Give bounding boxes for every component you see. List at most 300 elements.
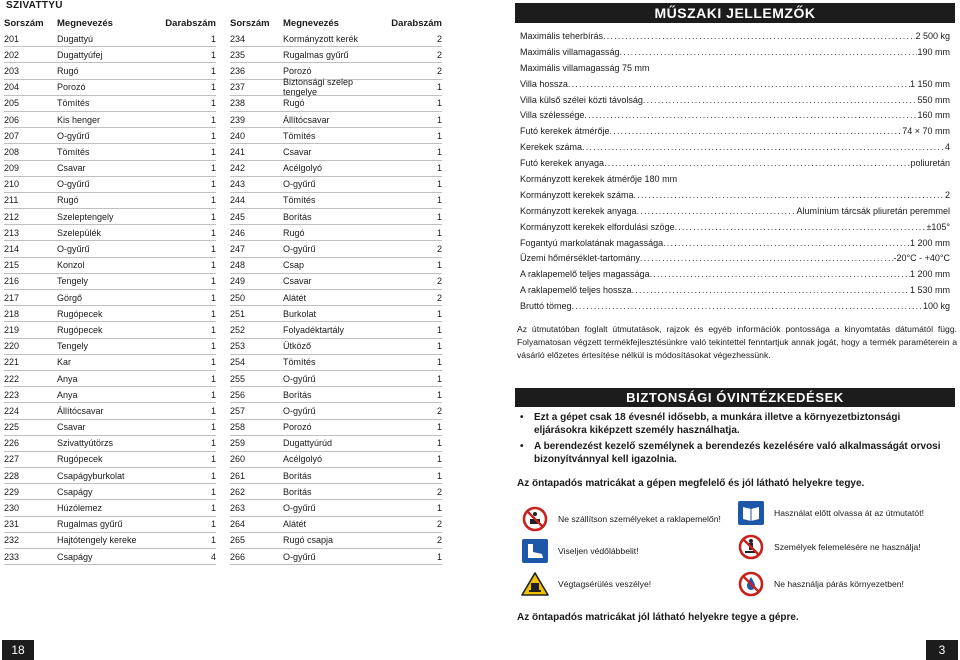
parts-table-right (230, 16, 442, 565)
part-name: Csavar (57, 163, 86, 174)
part-quantity: 1 (210, 276, 216, 287)
part-name: Szivattyútörzs (57, 438, 114, 449)
safety-bullet: • A berendezést kezelő személynek a berendezés kezelésére való alkalmasságát orvosi bizonyítvánnyal kell igazolnia. (520, 440, 950, 466)
part-quantity: 2 (436, 519, 442, 530)
part-name: Ütköző (283, 341, 312, 352)
warning-item (736, 500, 924, 526)
warning-text: Használat előtt olvassa át az útmutatót! (774, 508, 924, 518)
spec-leader (637, 206, 797, 216)
warning-text: Ne szállítson személyeket a raklapemelőn! (558, 514, 721, 524)
table-row (230, 322, 442, 338)
table-row (4, 549, 216, 565)
part-number: 265 (230, 535, 246, 546)
table-header (4, 16, 216, 31)
table-row (230, 403, 442, 419)
warning-item (520, 506, 721, 532)
table-row (4, 436, 216, 452)
no-lifting-people-icon (736, 534, 766, 560)
header-qty: Darabszám (391, 18, 442, 29)
part-number: 256 (230, 389, 246, 400)
part-number: 206 (4, 114, 20, 125)
table-row (230, 77, 442, 98)
part-number: 214 (4, 244, 20, 255)
part-number: 235 (230, 49, 246, 60)
part-number: 266 (230, 551, 246, 562)
table-row (4, 258, 216, 274)
part-name: Görgő (57, 292, 83, 303)
table-row (4, 290, 216, 306)
part-name: Hajtótengely kereke (57, 535, 137, 546)
table-row (230, 241, 442, 257)
safety-bullets (520, 411, 950, 469)
part-quantity: 2 (436, 65, 442, 76)
spec-leader (584, 110, 917, 120)
table-row (230, 484, 442, 500)
part-name: Dugattyú (57, 33, 94, 44)
part-number: 232 (4, 535, 20, 546)
parts-table-left (4, 16, 216, 565)
part-name: Borítás (283, 211, 312, 222)
part-quantity: 1 (436, 438, 442, 449)
spec-row (520, 92, 950, 108)
part-name: Kis henger (57, 114, 101, 125)
part-quantity: 1 (210, 260, 216, 271)
table-row (230, 533, 442, 549)
part-number: 211 (4, 195, 19, 206)
spec-label: Fogantyú markolatának magassága (520, 237, 664, 248)
part-name: Csapágyburkolat (57, 470, 125, 481)
spec-leader (643, 95, 918, 105)
part-number: 250 (230, 292, 246, 303)
table-row (230, 306, 442, 322)
spec-row (520, 282, 950, 298)
part-quantity: 1 (436, 130, 442, 141)
part-name: Tömítés (283, 357, 316, 368)
spec-label: Villa külső szélei közti távolság (520, 94, 643, 105)
spec-row (520, 155, 950, 171)
part-name: Tömítés (57, 98, 90, 109)
page-number-right: 3 (926, 640, 958, 660)
spec-value: 190 mm (917, 46, 950, 57)
spec-label: Villa hossza (520, 78, 568, 89)
part-quantity: 1 (210, 470, 216, 481)
part-number: 222 (4, 373, 20, 384)
safety-title: BIZTONSÁGI ÓVINTÉZKEDÉSEK (515, 388, 955, 407)
part-number: 225 (4, 422, 20, 433)
spec-row (520, 76, 950, 92)
table-row (230, 96, 442, 112)
table-row (4, 322, 216, 338)
part-quantity: 1 (436, 422, 442, 433)
part-name: Rugó (283, 98, 305, 109)
part-number: 248 (230, 260, 246, 271)
table-header (230, 16, 442, 31)
part-number: 264 (230, 519, 246, 530)
table-row (4, 112, 216, 128)
page-number-left: 18 (2, 640, 34, 660)
spec-value: 4 (944, 142, 950, 153)
part-quantity: 1 (436, 146, 442, 157)
spec-row (520, 187, 950, 203)
part-number: 236 (230, 65, 246, 76)
table-row (4, 403, 216, 419)
part-quantity: 1 (436, 324, 442, 335)
spec-label: A raklapemelő teljes magassága (520, 269, 650, 280)
spec-label: Üzemi hőmérséklet-tartomány (520, 253, 641, 264)
spec-value: poliuretán (910, 158, 950, 169)
table-row (4, 339, 216, 355)
part-number: 241 (230, 146, 246, 157)
table-row (230, 128, 442, 144)
part-number: 242 (230, 163, 246, 174)
part-quantity: 2 (436, 244, 442, 255)
spec-label: Kerekek száma (520, 142, 583, 153)
part-name: Csap (283, 260, 305, 271)
part-quantity: 1 (210, 519, 216, 530)
spec-leader (675, 222, 927, 232)
no-humid-icon (736, 571, 766, 597)
part-number: 255 (230, 373, 246, 384)
table-row (230, 517, 442, 533)
part-quantity: 1 (436, 454, 442, 465)
part-name: O-gyűrű (283, 405, 316, 416)
part-name: Állítócsavar (283, 114, 330, 125)
part-number: 257 (230, 405, 246, 416)
part-quantity: 2 (436, 276, 442, 287)
spec-row (520, 44, 950, 60)
part-name: Borítás (283, 486, 312, 497)
spec-leader (640, 253, 893, 263)
table-row (230, 290, 442, 306)
header-qty: Darabszám (165, 18, 216, 29)
spec-label: Kormányzott kerekek anyaga (520, 205, 637, 216)
part-number: 251 (230, 308, 246, 319)
spec-leader (604, 158, 910, 168)
table-row (4, 128, 216, 144)
part-quantity: 1 (436, 227, 442, 238)
part-number: 221 (4, 357, 20, 368)
table-row (4, 47, 216, 63)
part-name: Folyadéktartály (283, 324, 345, 335)
part-number: 203 (4, 65, 20, 76)
part-name: O-gyűrű (57, 179, 90, 190)
spec-value: ±105° (926, 221, 950, 232)
warning-item (520, 538, 639, 564)
part-quantity: 1 (210, 98, 216, 109)
part-name: Burkolat (283, 308, 317, 319)
safety-shoes-icon (520, 538, 550, 564)
part-number: 210 (4, 179, 20, 190)
part-quantity: 1 (210, 341, 216, 352)
spec-leader (620, 47, 918, 57)
spec-value: 74 × 70 mm (902, 126, 950, 137)
part-name: Porozó (283, 422, 312, 433)
spec-value: 2 (944, 189, 950, 200)
table-row (4, 387, 216, 403)
header-num: Sorszám (230, 18, 270, 29)
table-row (230, 387, 442, 403)
part-number: 209 (4, 163, 20, 174)
table-row (4, 225, 216, 241)
table-row (4, 161, 216, 177)
part-number: 240 (230, 130, 246, 141)
table-row (230, 436, 442, 452)
crush-hazard-icon (520, 571, 550, 597)
part-quantity: 1 (436, 357, 442, 368)
part-quantity: 1 (436, 98, 442, 109)
spec-value: 1 200 mm (909, 269, 950, 280)
spec-label: Kormányzott kerekek száma (520, 189, 634, 200)
table-row (230, 452, 442, 468)
part-name: Csavar (57, 422, 86, 433)
part-name: Borítás (283, 470, 312, 481)
table-row (230, 161, 442, 177)
part-quantity: 1 (210, 114, 216, 125)
part-quantity: 1 (436, 470, 442, 481)
table-row (4, 274, 216, 290)
part-name: Rugópecek (57, 454, 103, 465)
part-number: 245 (230, 211, 246, 222)
part-quantity: 1 (210, 357, 216, 368)
table-row (4, 209, 216, 225)
spec-row (520, 250, 950, 266)
spec-leader (572, 301, 923, 311)
table-row (230, 47, 442, 63)
part-quantity: 2 (436, 535, 442, 546)
part-number: 219 (4, 324, 20, 335)
part-number: 247 (230, 244, 246, 255)
part-number: 260 (230, 454, 246, 465)
spec-label: Kormányzott kerekek átmérője 180 mm (520, 173, 678, 184)
part-quantity: 1 (436, 195, 442, 206)
part-quantity: 1 (210, 227, 216, 238)
spec-leader (663, 238, 910, 248)
part-quantity: 1 (436, 82, 442, 93)
part-name: Konzol (57, 260, 85, 271)
part-name: Rugalmas gyűrű (283, 49, 349, 60)
part-quantity: 1 (210, 65, 216, 76)
table-row (4, 533, 216, 549)
header-name: Megnevezés (283, 18, 339, 29)
spec-label: Villa szélessége (520, 110, 585, 121)
part-number: 228 (4, 470, 20, 481)
part-quantity: 1 (210, 130, 216, 141)
table-row (230, 274, 442, 290)
part-quantity: 1 (210, 292, 216, 303)
part-quantity: 1 (210, 163, 216, 174)
part-number: 244 (230, 195, 246, 206)
part-number: 230 (4, 503, 20, 514)
header-name: Megnevezés (57, 18, 113, 29)
part-number: 205 (4, 98, 20, 109)
part-quantity: 1 (210, 179, 216, 190)
spec-leader (632, 285, 910, 295)
spec-label: Futó kerekek anyaga (520, 158, 605, 169)
part-name: O-gyűrű (283, 373, 316, 384)
part-quantity: 1 (210, 535, 216, 546)
part-quantity: 1 (210, 211, 216, 222)
table-row (230, 339, 442, 355)
part-name: Állítócsavar (57, 405, 104, 416)
part-number: 227 (4, 454, 20, 465)
table-row (230, 258, 442, 274)
part-name: Dugattyúrúd (283, 438, 333, 449)
specs-list (520, 28, 950, 314)
table-row (4, 484, 216, 500)
part-name: Porozó (283, 65, 312, 76)
spec-value: Alumínium tárcsák pliuretán peremmel (796, 205, 950, 216)
part-number: 215 (4, 260, 20, 271)
spec-leader (650, 269, 910, 279)
part-name: Csapágy (57, 551, 93, 562)
part-number: 223 (4, 389, 20, 400)
part-number: 258 (230, 422, 246, 433)
part-name: Húzólemez (57, 503, 103, 514)
part-name: Tömítés (57, 146, 90, 157)
spec-label: Maximális villamagasság (520, 46, 620, 57)
safety-bullet: • Ezt a gépet csak 18 évesnél idősebb, a munkára illetve a környezetbiztonsági eljárásokra kiképzett személy használhatja. (520, 411, 950, 437)
table-row (230, 225, 442, 241)
part-name: Szeleptengely (57, 211, 114, 222)
part-quantity: 1 (210, 373, 216, 384)
part-name: Kormányzott kerék (283, 33, 359, 44)
part-quantity: 2 (436, 292, 442, 303)
warning-text: Személyek felemelésére ne használja! (774, 542, 921, 552)
spec-value: 100 kg (922, 301, 950, 312)
part-name: Alátét (283, 519, 307, 530)
spec-row (520, 60, 950, 76)
part-number: 218 (4, 308, 20, 319)
part-quantity: 1 (436, 373, 442, 384)
table-row (4, 371, 216, 387)
spec-row (520, 28, 950, 44)
part-number: 246 (230, 227, 246, 238)
part-name: Porozó (57, 82, 86, 93)
table-row (4, 500, 216, 516)
part-quantity: 1 (210, 438, 216, 449)
spec-value: 160 mm (917, 110, 950, 121)
warning-text: Ne használja párás környezetben! (774, 579, 904, 589)
spec-label: Maximális teherbírás (520, 30, 604, 41)
part-quantity: 1 (436, 551, 442, 562)
table-row (4, 177, 216, 193)
spec-label: Futó kerekek átmérője (520, 126, 610, 137)
part-name: Tömítés (283, 195, 316, 206)
part-name: Borítás (283, 389, 312, 400)
table-row (230, 177, 442, 193)
warning-text: Végtagsérülés veszélye! (558, 579, 652, 589)
specs-title: MŰSZAKI JELLEMZŐK (515, 3, 955, 23)
part-number: 208 (4, 146, 20, 157)
part-quantity: 1 (436, 503, 442, 514)
table-row (4, 241, 216, 257)
part-quantity: 1 (436, 179, 442, 190)
table-row (4, 144, 216, 160)
part-number: 216 (4, 276, 20, 287)
spec-value: 1 200 mm (909, 237, 950, 248)
part-name: Tengely (57, 341, 89, 352)
no-riding-icon (520, 506, 550, 532)
warning-item (736, 534, 921, 560)
part-quantity: 1 (210, 405, 216, 416)
part-name: O-gyűrű (283, 503, 316, 514)
part-quantity: 1 (436, 308, 442, 319)
spec-row (520, 123, 950, 139)
spec-row (520, 298, 950, 314)
part-name: Rugó (283, 227, 305, 238)
part-quantity: 1 (210, 389, 216, 400)
spec-leader (582, 142, 945, 152)
part-quantity: 1 (210, 324, 216, 335)
table-row (230, 144, 442, 160)
parts-section-title: SZIVATTYÚ (6, 0, 63, 11)
part-quantity: 2 (436, 49, 442, 60)
table-row (230, 209, 442, 225)
table-row (230, 468, 442, 484)
part-name: Rugó (57, 195, 79, 206)
warning-text: Viseljen védőlábbelit! (558, 546, 639, 556)
part-number: 253 (230, 341, 246, 352)
part-name: Kar (57, 357, 72, 368)
part-name: Tömítés (283, 130, 316, 141)
warning-item (520, 571, 651, 597)
part-number: 202 (4, 49, 20, 60)
part-quantity: 1 (210, 454, 216, 465)
part-number: 239 (230, 114, 246, 125)
part-quantity: 2 (436, 486, 442, 497)
spec-leader (568, 79, 910, 89)
table-row (230, 31, 442, 47)
table-row (4, 96, 216, 112)
part-quantity: 1 (210, 82, 216, 93)
spec-leader (603, 31, 915, 41)
part-number: 207 (4, 130, 20, 141)
spec-row (520, 235, 950, 251)
part-number: 213 (4, 227, 20, 238)
part-name: Szelepülék (57, 227, 102, 238)
spec-row (520, 107, 950, 123)
part-name: Alátét (283, 292, 307, 303)
part-name: Rugó (57, 65, 79, 76)
spec-label: Bruttó tömeg (520, 301, 572, 312)
warning-item (736, 571, 904, 597)
specs-note: Az útmutatóban foglalt útmutatások, rajzok és egyéb információk pontossága a kinyomtatás dátumától függ. Folyamatosan végzett termékfejlesztésünkre való tekintettel fenntartjuk annak jogát, hogy a termék paraméterein a vásárló előzetes értesítése nélkül is módosításokat végezhessünk. (517, 324, 957, 361)
table-row (230, 112, 442, 128)
spec-label: Maximális villamagasság 75 mm (520, 62, 650, 73)
spec-row (520, 203, 950, 219)
table-row (4, 193, 216, 209)
table-row (4, 452, 216, 468)
part-name: Rugalmas gyűrű (57, 519, 123, 530)
part-name: Acélgolyó (283, 163, 323, 174)
table-row (230, 355, 442, 371)
spec-label: A raklapemelő teljes hossza (520, 285, 632, 296)
part-quantity: 1 (436, 260, 442, 271)
table-row (230, 500, 442, 516)
table-row (230, 549, 442, 565)
part-quantity: 1 (436, 163, 442, 174)
sticker-outro: Az öntapadós matricákat jól látható helyekre tegye a gépre. (517, 612, 799, 623)
part-name: Biztonsági szelep tengelye (283, 77, 354, 98)
part-number: 231 (4, 519, 20, 530)
part-number: 238 (230, 98, 246, 109)
part-quantity: 1 (210, 422, 216, 433)
part-number: 249 (230, 276, 246, 287)
header-num: Sorszám (4, 18, 44, 29)
table-row (4, 63, 216, 79)
part-number: 224 (4, 405, 20, 416)
spec-leader (610, 126, 903, 136)
